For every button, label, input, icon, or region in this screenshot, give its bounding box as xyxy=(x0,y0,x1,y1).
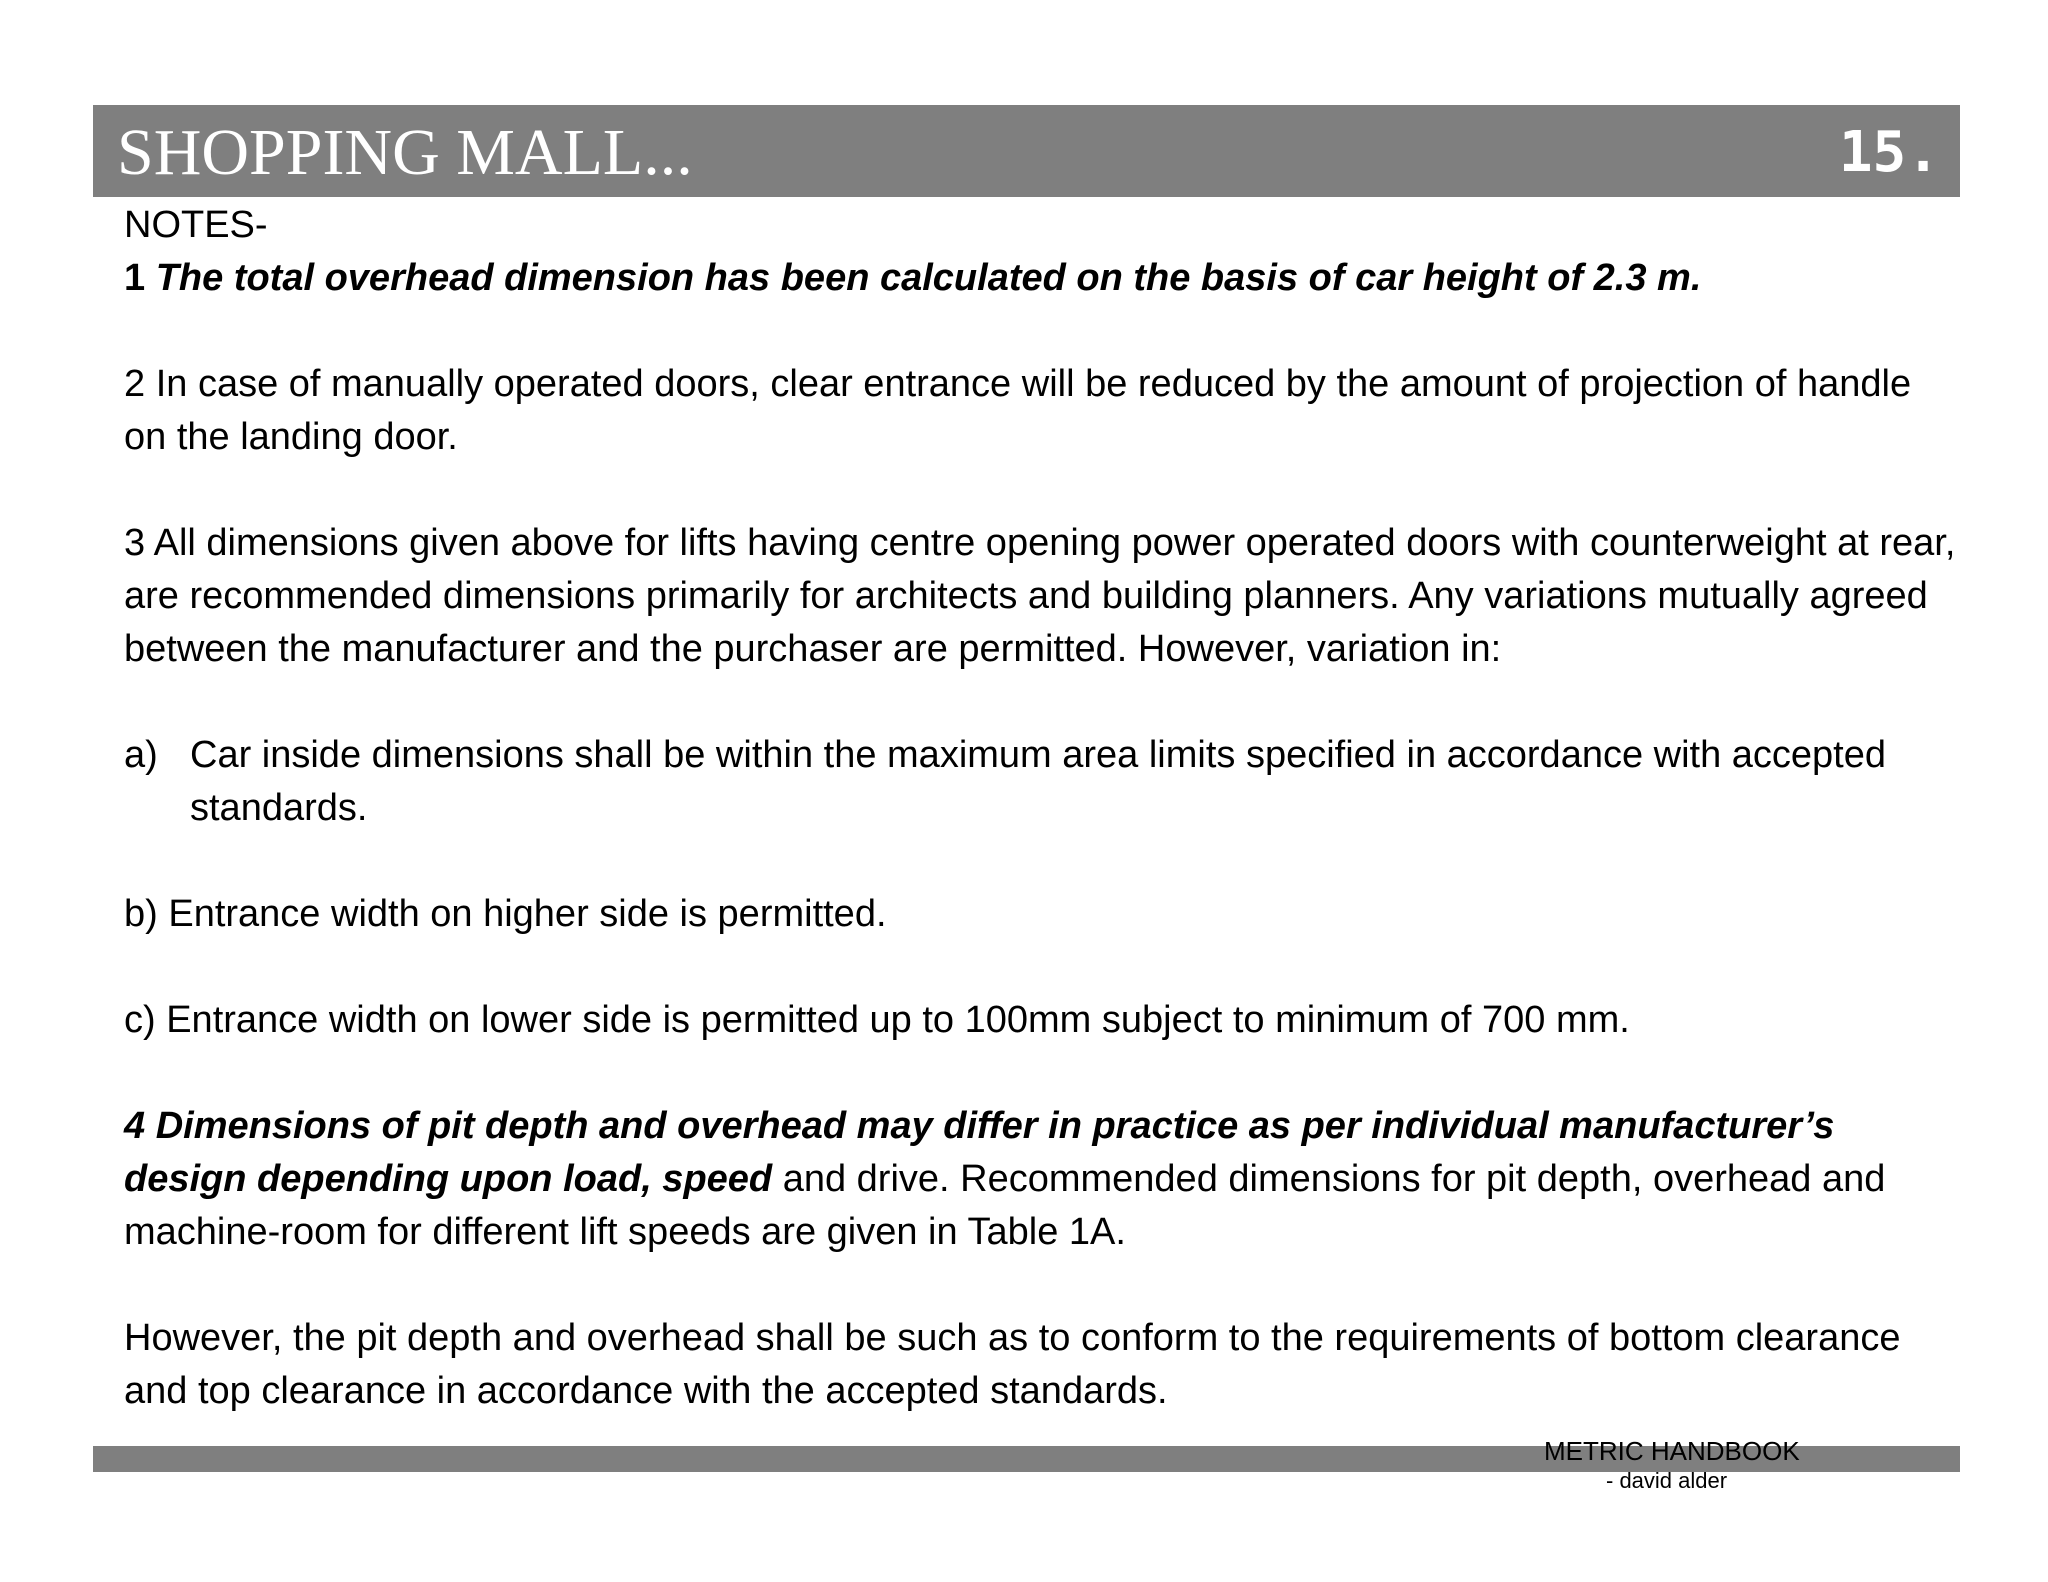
notes-content xyxy=(124,199,1960,1418)
list-marker-a: a) xyxy=(124,734,158,776)
footer-author: - david alder xyxy=(1606,1468,1728,1493)
list-item-c: c) Entrance width on lower side is permitted up to 100mm subject to minimum of 700 mm. xyxy=(124,999,1630,1041)
note-1-number: 1 xyxy=(124,257,156,299)
list-item-a xyxy=(124,729,1960,835)
closing-note: However, the pit depth and overhead shall be such as to conform to the requirements of bottom clearance and top clearance in accordance with the accepted standards. xyxy=(124,1317,1901,1412)
note-3: 3 All dimensions given above for lifts having centre opening power operated doors with counterweight at rear, are recommended dimensions primarily for architects and building planners. Any variations mutually agreed between the manufacturer and the purchaser are permitted. However, variation in: xyxy=(124,522,1956,670)
list-item-b: b) Entrance width on higher side is permitted. xyxy=(124,893,887,935)
footer-title: METRIC HANDBOOK xyxy=(1544,1436,1800,1466)
page-number: 15. xyxy=(1838,120,1940,185)
title-bar xyxy=(93,105,1960,197)
note-1-text: The total overhead dimension has been calculated on the basis of car height of 2.3 m. xyxy=(155,257,1702,299)
note-4-emphasis: 4 Dimensions of pit depth and overhead may differ in practice as per individual manufacturer’s design depending upon load, speed xyxy=(124,1105,1835,1200)
note-1 xyxy=(124,252,1960,305)
note-2: 2 In case of manually operated doors, clear entrance will be reduced by the amount of projection of handle on the landing door. xyxy=(124,363,1912,458)
page-title: SHOPPING MALL... xyxy=(117,116,693,189)
list-text-a: Car inside dimensions shall be within the maximum area limits specified in accordance with accepted standards. xyxy=(190,734,1887,829)
note-4-text: and drive. Recommended dimensions for pit depth, overhead and machine-room for different lift speeds are given in Table 1A. xyxy=(124,1158,1886,1253)
note-4 xyxy=(124,1100,1960,1259)
notes-heading: NOTES- xyxy=(124,204,268,246)
